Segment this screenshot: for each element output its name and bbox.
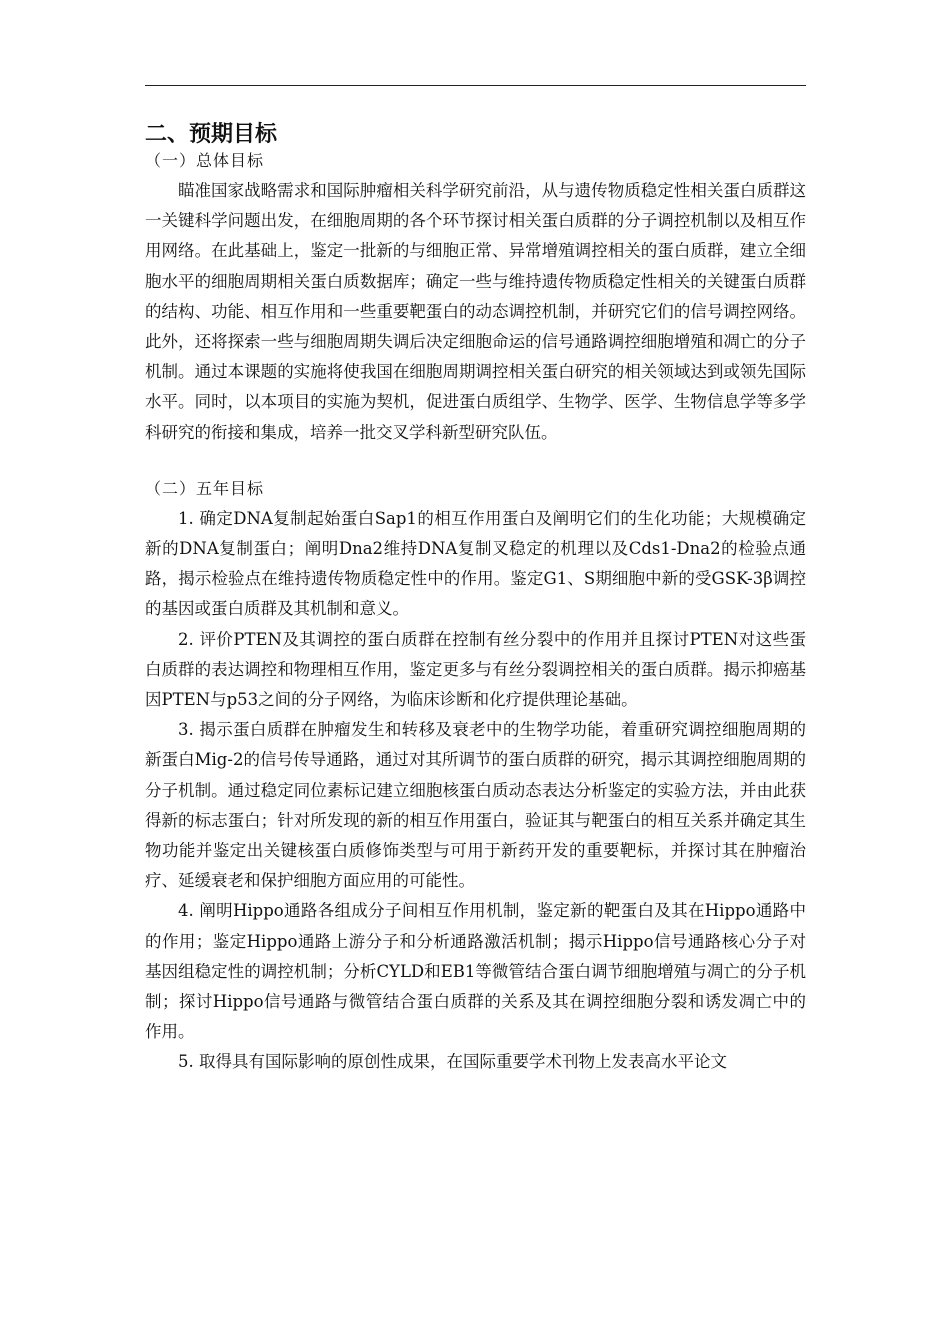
five-year-goal-item-5: 5. 取得具有国际影响的原创性成果，在国际重要学术刊物上发表高水平论文 — [178, 1052, 727, 1072]
five-year-goal-item-3: 3. 揭示蛋白质群在肿瘤发生和转移及衰老中的生物学功能，着重研究调控细胞周期的新蛋白Mig-2的信号传导通路，通过对其所调节的蛋白质群的研究，揭示其调控细胞周期的分子机制。通过稳定同位素标记建立细胞核蛋白质动态表达分析鉴定的实验方法，并由此获得新的标志蛋白；针对所发现的新的相互作用蛋白，验证其与靶蛋白的相互关系并确定其生物功能并鉴定出关键核蛋白质修饰类型与可用于新药开发的重要靶标，并探讨其在肿瘤治疗、延缓衰老和保护细胞方面应用的可能性。 — [145, 720, 806, 891]
five-year-goal-item-1: 1. 确定DNA复制起始蛋白Sap1的相互作用蛋白及阐明它们的生化功能；大规模确定新的DNA复制蛋白；阐明Dna2维持DNA复制叉稳定的机理以及Cds1-Dna2的检验点通路，揭示检验点在维持遗传物质稳定性中的作用。鉴定G1、S期细胞中新的受GSK-3β调控的基因或蛋白质群及其机制和意义。 — [145, 508, 806, 619]
document-body — [145, 120, 806, 1078]
five-year-goal-item-2: 2. 评价PTEN及其调控的蛋白质群在控制有丝分裂中的作用并且探讨PTEN对这些蛋白质群的表达调控和物理相互作用，鉴定更多与有丝分裂调控相关的蛋白质群。揭示抑癌基因PTEN与p53之间的分子网络，为临床诊断和化疗提供理论基础。 — [145, 629, 806, 710]
five-year-goal-heading: （二）五年目标 — [145, 478, 265, 498]
header-rule — [145, 85, 806, 86]
overall-goal-paragraph: 瞄准国家战略需求和国际肿瘤相关科学研究前沿，从与遗传物质稳定性相关蛋白质群这一关键科学问题出发，在细胞周期的各个环节探讨相关蛋白质群的分子调控机制以及相互作用网络。在此基础上，鉴定一批新的与细胞正常、异常增殖调控相关的蛋白质群，建立全细胞水平的细胞周期相关蛋白质数据库；确定一些与维持遗传物质稳定性相关的关键蛋白质群的结构、功能、相互作用和一些重要靶蛋白的动态调控机制，并研究它们的信号调控网络。此外，还将探索一些与细胞周期失调后决定细胞命运的信号通路调控细胞增殖和凋亡的分子机制。通过本课题的实施将使我国在细胞周期调控相关蛋白研究的相关领域达到或领先国际水平。同时，以本项目的实施为契机，促进蛋白质组学、生物学、医学、生物信息学等多学科研究的衔接和集成，培养一批交叉学科新型研究队伍。 — [145, 181, 806, 442]
section-title: 二、预期目标 — [145, 122, 278, 147]
section-gap — [145, 448, 806, 478]
overall-goal-heading: （一）总体目标 — [145, 151, 265, 170]
five-year-goal-item-4: 4. 阐明Hippo通路各组成分子间相互作用机制，鉴定新的靶蛋白及其在Hippo通路中的作用；鉴定Hippo通路上游分子和分析通路激活机制；揭示Hippo信号通路核心分子对基因组稳定性的调控机制；分析CYLD和EB1等微管结合蛋白调节细胞增殖与凋亡的分子机制；探讨Hippo信号通路与微管结合蛋白质群的关系及其在调控细胞分裂和诱发凋亡中的作用。 — [145, 901, 806, 1042]
